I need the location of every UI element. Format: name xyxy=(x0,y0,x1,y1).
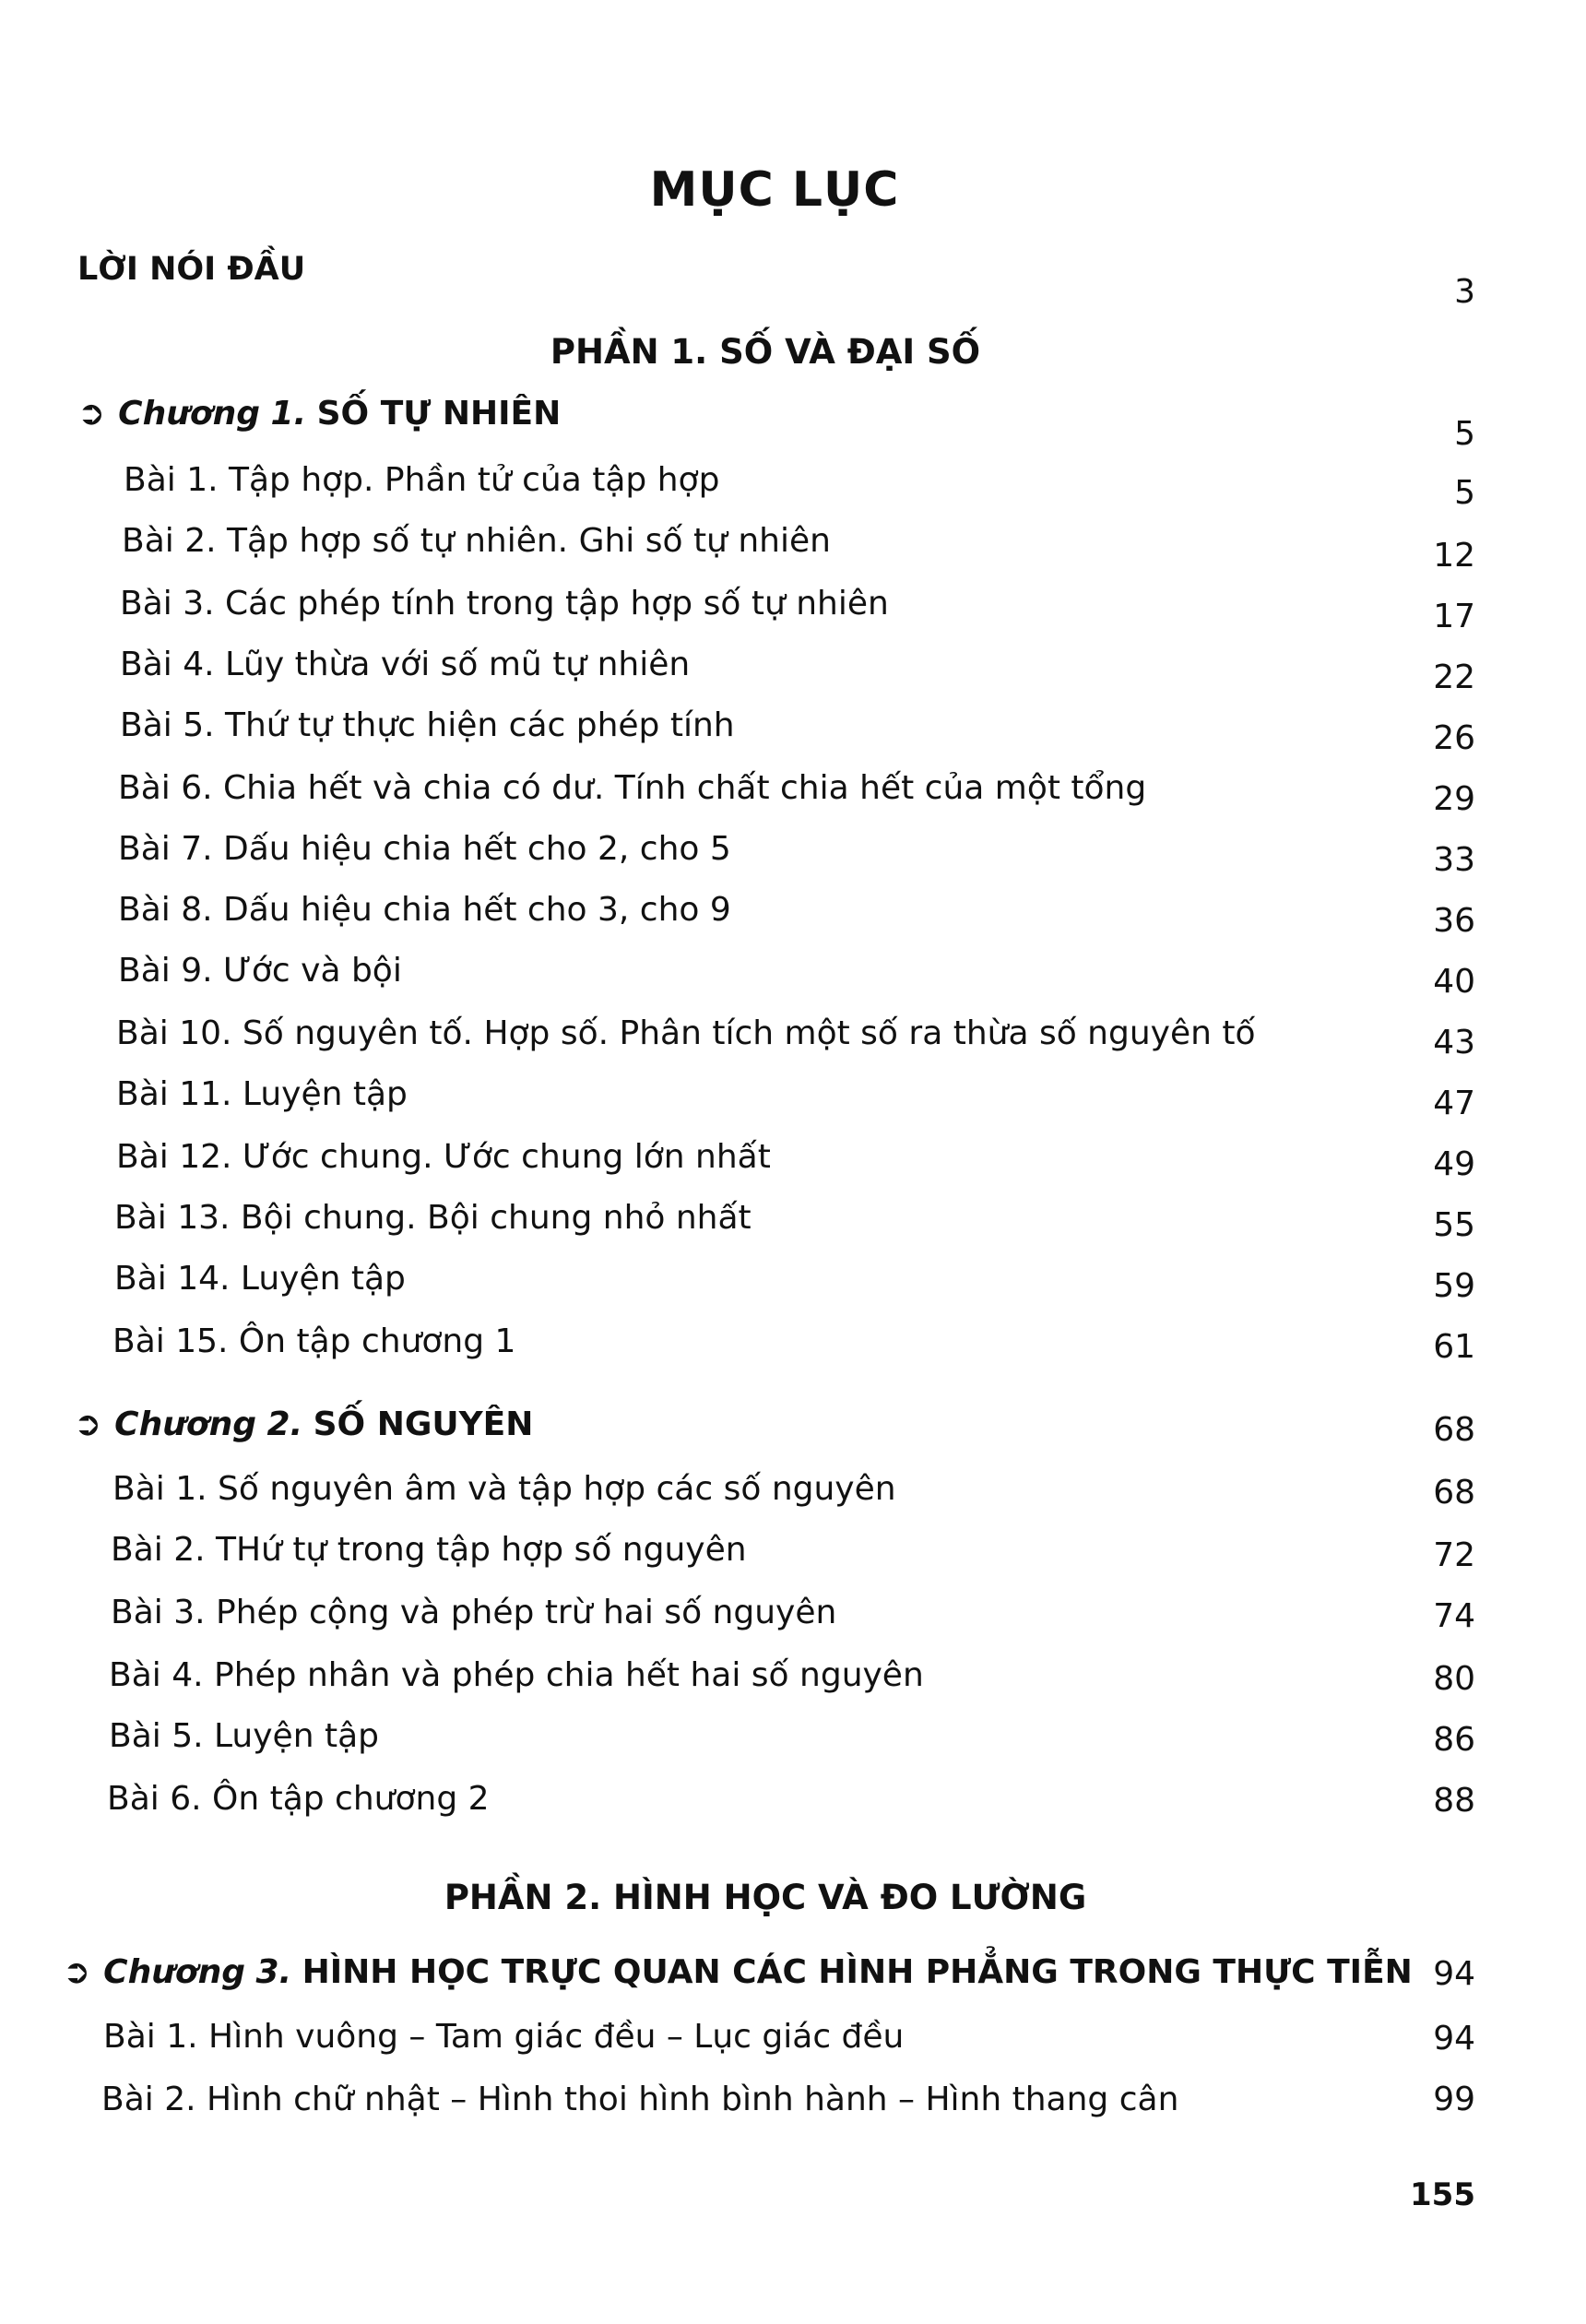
toc-entry xyxy=(0,1594,1586,1645)
page-number: 155 xyxy=(1410,2176,1475,2213)
toc-entry-page: 40 xyxy=(1433,963,1475,1001)
toc-entry-page: 55 xyxy=(1433,1206,1475,1244)
chapter-1-label xyxy=(77,395,561,433)
toc-entry-page: 33 xyxy=(1433,841,1475,879)
toc-entry-label: Bài 12. Ước chung. Ước chung lớn nhất xyxy=(116,1138,771,1176)
toc-entry-label: Bài 4. Lũy thừa với số mũ tự nhiên xyxy=(120,646,691,683)
toc-entry-label: Bài 15. Ôn tập chương 1 xyxy=(112,1322,516,1360)
toc-entry xyxy=(0,1260,1586,1311)
toc-entry-label: Bài 4. Phép nhân và phép chia hết hai số nguyên xyxy=(109,1656,924,1694)
toc-entry-label: Bài 1. Hình vuông – Tam giác đều – Lục giác đều xyxy=(103,2018,905,2056)
toc-entry-label: Bài 14. Luyện tập xyxy=(114,1260,406,1298)
chapter-word: Chương xyxy=(114,1405,256,1443)
part-1-title: PHẦN 1. SỐ VÀ ĐẠI SỐ xyxy=(550,332,981,372)
chapter-number: 1. xyxy=(270,395,307,433)
toc-entry-page: 59 xyxy=(1433,1267,1475,1305)
toc-entry xyxy=(0,952,1586,1003)
toc-entry-label: Bài 5. Thứ tự thực hiện các phép tính xyxy=(120,706,735,744)
chapter-number: 2. xyxy=(266,1405,303,1443)
toc-entry-page: 68 xyxy=(1433,1474,1475,1512)
toc-entry-page: 36 xyxy=(1433,902,1475,940)
chapter-2-label xyxy=(74,1405,533,1443)
toc-entry-label: Bài 11. Luyện tập xyxy=(116,1075,408,1113)
front-matter-page: 3 xyxy=(1454,273,1475,311)
toc-entry-page: 94 xyxy=(1433,2020,1475,2057)
toc-entry xyxy=(0,461,1586,513)
toc-entry xyxy=(0,830,1586,882)
toc-entry xyxy=(0,1322,1586,1374)
toc-entry-label: Bài 10. Số nguyên tố. Hợp số. Phân tích một số ra thừa số nguyên tố xyxy=(116,1014,1256,1052)
chapter-1-page: 5 xyxy=(1454,415,1475,453)
toc-entry xyxy=(0,1531,1586,1583)
toc-entry-label: Bài 3. Các phép tính trong tập hợp số tự nhiên xyxy=(120,585,889,622)
page-title: MỤC LỤC xyxy=(649,162,900,218)
toc-entry-page: 22 xyxy=(1433,658,1475,696)
toc-entry-page: 47 xyxy=(1433,1085,1475,1122)
toc-entry-page: 12 xyxy=(1433,537,1475,575)
chapter-1-heading xyxy=(0,395,1586,453)
toc-entry xyxy=(0,585,1586,636)
chapter-word: Chương xyxy=(103,1953,245,1991)
toc-entry-page: 5 xyxy=(1454,474,1475,512)
toc-entry-page: 29 xyxy=(1433,780,1475,818)
toc-entry-label: Bài 3. Phép cộng và phép trừ hai số nguyên xyxy=(111,1594,837,1631)
toc-entry-page: 80 xyxy=(1433,1660,1475,1698)
chapter-title: SỐ NGUYÊN xyxy=(313,1405,534,1443)
toc-entry xyxy=(0,1075,1586,1127)
toc-entry xyxy=(0,1199,1586,1251)
toc-entry-front-matter xyxy=(0,251,1586,311)
chapter-arrow-icon: ➲ xyxy=(77,395,106,433)
toc-entry-label: Bài 2. Tập hợp số tự nhiên. Ghi số tự nhiên xyxy=(122,522,831,560)
toc-entry xyxy=(0,2018,1586,2069)
toc-entry xyxy=(0,646,1586,697)
chapter-3-label xyxy=(63,1953,1413,1991)
toc-entry xyxy=(0,1656,1586,1708)
toc-entry xyxy=(0,2081,1586,2132)
toc-entry-label: Bài 6. Ôn tập chương 2 xyxy=(107,1780,490,1818)
toc-entry xyxy=(0,706,1586,758)
toc-entry-page: 86 xyxy=(1433,1721,1475,1759)
toc-entry xyxy=(0,1138,1586,1190)
toc-entry-page: 49 xyxy=(1433,1145,1475,1183)
part-2-title: PHẦN 2. HÌNH HỌC VÀ ĐO LƯỜNG xyxy=(444,1878,1087,1917)
toc-entry-page: 61 xyxy=(1433,1328,1475,1366)
toc-entry-label: Bài 2. THứ tự trong tập hợp số nguyên xyxy=(111,1531,747,1569)
toc-entry xyxy=(0,1717,1586,1769)
chapter-3-page: 94 xyxy=(1433,1955,1475,1993)
chapter-2-page: 68 xyxy=(1433,1411,1475,1449)
toc-entry-page: 43 xyxy=(1433,1024,1475,1061)
toc-entry xyxy=(0,1014,1586,1066)
toc-entry-page: 72 xyxy=(1433,1536,1475,1574)
toc-entry-page: 17 xyxy=(1433,598,1475,635)
toc-entry xyxy=(0,891,1586,943)
toc-entry xyxy=(0,1780,1586,1832)
front-matter-label: LỜI NÓI ĐẦU xyxy=(77,251,306,288)
toc-entry-label: Bài 7. Dấu hiệu chia hết cho 2, cho 5 xyxy=(118,830,731,868)
toc-entry-label: Bài 2. Hình chữ nhật – Hình thoi hình bình hành – Hình thang cân xyxy=(101,2081,1179,2118)
chapter-number: 3. xyxy=(255,1953,292,1991)
toc-entry-label: Bài 1. Số nguyên âm và tập hợp các số nguyên xyxy=(112,1470,896,1508)
chapter-title: HÌNH HỌC TRỰC QUAN CÁC HÌNH PHẲNG TRONG THỰC TIỄN xyxy=(302,1953,1413,1991)
toc-entry xyxy=(0,522,1586,574)
toc-entry-page: 88 xyxy=(1433,1782,1475,1820)
toc-entry-page: 74 xyxy=(1433,1597,1475,1635)
toc-entry xyxy=(0,769,1586,821)
chapter-title: SỐ TỰ NHIÊN xyxy=(316,395,562,433)
chapter-3-heading xyxy=(0,1953,1586,2005)
toc-entry-label: Bài 8. Dấu hiệu chia hết cho 3, cho 9 xyxy=(118,891,731,929)
toc-entry-label: Bài 13. Bội chung. Bội chung nhỏ nhất xyxy=(114,1199,752,1237)
chapter-2-heading xyxy=(0,1405,1586,1457)
chapter-word: Chương xyxy=(118,395,260,433)
toc-entry-label: Bài 6. Chia hết và chia có dư. Tính chất chia hết của một tổng xyxy=(118,769,1147,807)
toc-entry-label: Bài 5. Luyện tập xyxy=(109,1717,379,1755)
toc-entry-label: Bài 9. Ước và bội xyxy=(118,952,402,990)
chapter-arrow-icon: ➲ xyxy=(74,1405,102,1443)
toc-entry-page: 99 xyxy=(1433,2081,1475,2118)
toc-entry xyxy=(0,1470,1586,1522)
toc-entry-page: 26 xyxy=(1433,719,1475,757)
chapter-arrow-icon: ➲ xyxy=(63,1953,91,1991)
toc-entry-label: Bài 1. Tập hợp. Phần tử của tập hợp xyxy=(124,461,720,499)
